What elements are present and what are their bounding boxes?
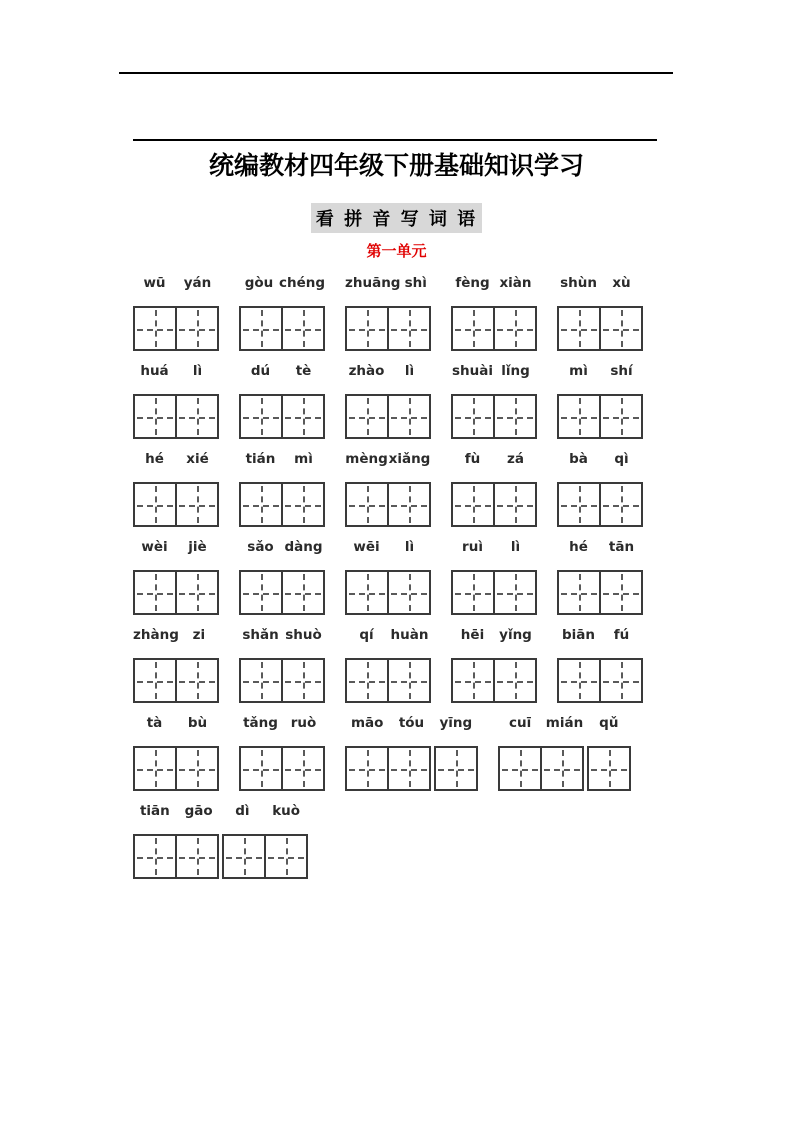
writing-cell: [239, 658, 283, 703]
writing-cell: [599, 482, 643, 527]
writing-cell: [557, 306, 601, 351]
word-group: [451, 539, 537, 615]
writing-grid: [451, 482, 537, 527]
word-group: [345, 539, 431, 615]
pinyin-syllable: tà: [146, 715, 163, 731]
writing-cell: [281, 306, 325, 351]
word-group: [345, 715, 478, 791]
pinyin-syllable: gāo: [184, 803, 213, 819]
pinyin-row: [239, 451, 325, 467]
pinyin-syllable: fù: [464, 451, 481, 467]
pinyin-syllable: qì: [614, 451, 629, 467]
writing-grid: [345, 306, 431, 351]
worksheet-row: [133, 539, 693, 615]
writing-grid: [133, 658, 219, 703]
writing-grid: [133, 570, 219, 615]
writing-cell: [587, 746, 631, 791]
pinyin-syllable: mì: [294, 451, 313, 467]
writing-cell: [599, 658, 643, 703]
pinyin-row: [345, 275, 431, 291]
word-group: [239, 715, 325, 791]
word-group: [345, 275, 431, 351]
writing-cell: [451, 306, 495, 351]
pinyin-syllable: tián: [245, 451, 276, 467]
writing-cell: [281, 394, 325, 439]
writing-cell: [239, 306, 283, 351]
pinyin-syllable: yīng: [439, 715, 473, 731]
grid-segment: [451, 394, 537, 439]
word-group: [345, 627, 431, 703]
pinyin-syllable: lì: [192, 363, 203, 379]
grid-segment: [345, 482, 431, 527]
word-group: [133, 715, 219, 791]
writing-cell: [451, 570, 495, 615]
pinyin-syllable: shì: [404, 275, 427, 291]
pinyin-syllable: tè: [295, 363, 312, 379]
writing-cell: [175, 834, 219, 879]
writing-cell: [557, 658, 601, 703]
grid-segment: [345, 570, 431, 615]
writing-grid: [451, 394, 537, 439]
grid-segment: [239, 306, 325, 351]
writing-cell: [493, 658, 537, 703]
pinyin-syllable: huàn: [390, 627, 429, 643]
pinyin-row: [239, 715, 325, 731]
pinyin-row: [133, 715, 219, 731]
writing-cell: [239, 394, 283, 439]
grid-segment: [222, 834, 308, 879]
pinyin-syllable: ruò: [290, 715, 317, 731]
pinyin-syllable: lì: [404, 539, 415, 555]
pinyin-syllable: lǐng: [501, 363, 530, 379]
pinyin-syllable: tóu: [398, 715, 425, 731]
writing-cell: [133, 394, 177, 439]
pinyin-syllable: yǐng: [499, 627, 532, 643]
writing-cell: [557, 570, 601, 615]
writing-cell: [175, 394, 219, 439]
pinyin-syllable: cuī: [509, 715, 532, 731]
page-title: 统编教材四年级下册基础知识学习: [208, 151, 584, 180]
pinyin-row: [451, 451, 537, 467]
pinyin-syllable: shùn: [560, 275, 597, 291]
pinyin-syllable: shuò: [285, 627, 322, 643]
writing-grid: [557, 482, 643, 527]
writing-grid: [498, 746, 631, 791]
pinyin-syllable: dì: [235, 803, 250, 819]
word-group: [451, 275, 537, 351]
pinyin-row: [133, 627, 219, 643]
word-group: [557, 363, 643, 439]
writing-cell: [451, 394, 495, 439]
writing-grid: [451, 570, 537, 615]
grid-segment: [451, 306, 537, 351]
pinyin-syllable: lì: [510, 539, 521, 555]
pinyin-syllable: sǎo: [247, 539, 274, 555]
pinyin-syllable: wēi: [353, 539, 380, 555]
writing-cell: [451, 658, 495, 703]
pinyin-syllable: qí: [359, 627, 374, 643]
word-group: [133, 803, 308, 879]
header-rule-top: [119, 72, 673, 74]
writing-cell: [345, 482, 389, 527]
word-group: [239, 627, 325, 703]
writing-cell: [281, 746, 325, 791]
grid-segment: [345, 746, 431, 791]
pinyin-syllable: huá: [140, 363, 169, 379]
writing-grid: [557, 394, 643, 439]
pinyin-row: [239, 539, 325, 555]
pinyin-syllable: wèi: [141, 539, 168, 555]
pinyin-syllable: ruì: [462, 539, 483, 555]
grid-segment: [557, 394, 643, 439]
writing-cell: [175, 658, 219, 703]
pinyin-syllable: wū: [143, 275, 166, 291]
grid-segment: [557, 482, 643, 527]
grid-segment: [239, 482, 325, 527]
writing-cell: [222, 834, 266, 879]
word-group: [133, 451, 219, 527]
writing-grid: [133, 306, 219, 351]
word-group: [133, 539, 219, 615]
word-group: [239, 363, 325, 439]
grid-segment: [133, 394, 219, 439]
word-group: [451, 451, 537, 527]
pinyin-syllable: shí: [610, 363, 633, 379]
writing-grid: [345, 482, 431, 527]
writing-cell: [387, 658, 431, 703]
writing-grid: [239, 658, 325, 703]
grid-segment: [498, 746, 584, 791]
word-group: [345, 451, 431, 527]
word-group: [133, 363, 219, 439]
writing-cell: [540, 746, 584, 791]
subtitle-container: [0, 203, 793, 233]
grid-segment: [451, 482, 537, 527]
writing-cell: [175, 570, 219, 615]
pinyin-syllable: shǎn: [242, 627, 279, 643]
writing-grid: [133, 394, 219, 439]
pinyin-row: [557, 275, 643, 291]
writing-grid: [345, 658, 431, 703]
word-group: [345, 363, 431, 439]
grid-segment: [133, 834, 219, 879]
pinyin-syllable: tān: [608, 539, 635, 555]
writing-grid: [239, 306, 325, 351]
pinyin-row: [498, 715, 631, 731]
pinyin-syllable: jiè: [188, 539, 207, 555]
worksheet-row: [133, 803, 693, 879]
pinyin-row: [345, 715, 478, 731]
writing-cell: [281, 482, 325, 527]
pinyin-syllable: zhào: [348, 363, 385, 379]
pinyin-row: [345, 451, 431, 467]
writing-cell: [239, 570, 283, 615]
writing-grid: [345, 394, 431, 439]
grid-segment: [587, 746, 631, 791]
writing-cell: [239, 482, 283, 527]
writing-grid: [557, 570, 643, 615]
pinyin-row: [239, 627, 325, 643]
writing-grid: [239, 570, 325, 615]
writing-grid: [239, 394, 325, 439]
pinyin-row: [557, 451, 643, 467]
pinyin-row: [557, 627, 643, 643]
word-group: [451, 363, 537, 439]
grid-segment: [345, 394, 431, 439]
worksheet-rows: [133, 275, 693, 891]
grid-segment: [345, 658, 431, 703]
pinyin-syllable: qǔ: [599, 715, 619, 731]
writing-cell: [557, 394, 601, 439]
writing-grid: [557, 658, 643, 703]
pinyin-syllable: kuò: [272, 803, 301, 819]
pinyin-syllable: māo: [350, 715, 384, 731]
pinyin-syllable: mì: [569, 363, 588, 379]
writing-cell: [345, 570, 389, 615]
writing-cell: [175, 482, 219, 527]
writing-cell: [493, 306, 537, 351]
unit-heading: 第一单元: [366, 242, 427, 260]
grid-segment: [451, 570, 537, 615]
writing-grid: [133, 834, 308, 879]
word-group: [451, 627, 537, 703]
pinyin-row: [451, 627, 537, 643]
grid-segment: [133, 746, 219, 791]
writing-grid: [451, 306, 537, 351]
writing-cell: [345, 306, 389, 351]
word-group: [498, 715, 631, 791]
pinyin-row: [133, 803, 308, 819]
pinyin-syllable: zá: [507, 451, 524, 467]
pinyin-syllable: dàng: [284, 539, 323, 555]
worksheet-row: [133, 275, 693, 351]
pinyin-row: [133, 275, 219, 291]
word-group: [557, 275, 643, 351]
writing-cell: [175, 306, 219, 351]
writing-cell: [175, 746, 219, 791]
grid-segment: [239, 746, 325, 791]
word-group: [557, 451, 643, 527]
grid-segment: [133, 482, 219, 527]
grid-segment: [557, 306, 643, 351]
writing-cell: [281, 658, 325, 703]
pinyin-syllable: yán: [183, 275, 212, 291]
worksheet-row: [133, 715, 693, 791]
writing-cell: [133, 570, 177, 615]
pinyin-syllable: zi: [192, 627, 206, 643]
header-rule-bottom: [133, 139, 657, 141]
writing-cell: [434, 746, 478, 791]
grid-segment: [239, 658, 325, 703]
pinyin-syllable: dú: [250, 363, 271, 379]
writing-cell: [345, 658, 389, 703]
pinyin-syllable: lì: [404, 363, 415, 379]
pinyin-syllable: hēi: [460, 627, 485, 643]
pinyin-syllable: fú: [613, 627, 630, 643]
word-group: [133, 275, 219, 351]
pinyin-syllable: hé: [145, 451, 164, 467]
writing-cell: [239, 746, 283, 791]
writing-cell: [133, 658, 177, 703]
pinyin-row: [345, 627, 431, 643]
grid-segment: [133, 658, 219, 703]
word-group: [557, 539, 643, 615]
pinyin-syllable: biān: [561, 627, 595, 643]
worksheet-row: [133, 627, 693, 703]
writing-cell: [133, 482, 177, 527]
pinyin-syllable: mèng: [345, 451, 388, 467]
writing-cell: [387, 482, 431, 527]
grid-segment: [239, 570, 325, 615]
pinyin-syllable: chéng: [278, 275, 325, 291]
pinyin-syllable: fèng: [455, 275, 490, 291]
writing-grid: [345, 570, 431, 615]
grid-segment: [133, 570, 219, 615]
writing-cell: [133, 834, 177, 879]
writing-cell: [133, 746, 177, 791]
grid-segment: [557, 658, 643, 703]
writing-cell: [493, 570, 537, 615]
writing-cell: [387, 306, 431, 351]
worksheet-row: [133, 451, 693, 527]
pinyin-row: [239, 275, 325, 291]
pinyin-syllable: tǎng: [243, 715, 278, 731]
pinyin-syllable: bà: [569, 451, 588, 467]
writing-grid: [557, 306, 643, 351]
writing-cell: [387, 394, 431, 439]
pinyin-row: [345, 539, 431, 555]
pinyin-syllable: tiān: [139, 803, 170, 819]
pinyin-syllable: zhàng: [133, 627, 179, 643]
pinyin-syllable: gòu: [244, 275, 274, 291]
grid-segment: [345, 306, 431, 351]
writing-cell: [345, 394, 389, 439]
pinyin-row: [557, 363, 643, 379]
pinyin-syllable: xiàn: [499, 275, 532, 291]
pinyin-syllable: xù: [612, 275, 631, 291]
writing-cell: [281, 570, 325, 615]
writing-grid: [239, 746, 325, 791]
writing-cell: [599, 570, 643, 615]
writing-grid: [133, 482, 219, 527]
writing-cell: [599, 394, 643, 439]
pinyin-row: [239, 363, 325, 379]
pinyin-row: [451, 275, 537, 291]
pinyin-syllable: bù: [187, 715, 208, 731]
pinyin-row: [133, 363, 219, 379]
word-group: [239, 539, 325, 615]
writing-cell: [264, 834, 308, 879]
pinyin-row: [451, 539, 537, 555]
subtitle-highlight: 看 拼 音 写 词 语: [311, 203, 482, 233]
pinyin-syllable: zhuāng: [345, 275, 401, 291]
writing-cell: [451, 482, 495, 527]
writing-grid: [133, 746, 219, 791]
grid-segment: [434, 746, 478, 791]
writing-grid: [451, 658, 537, 703]
grid-segment: [451, 658, 537, 703]
writing-cell: [557, 482, 601, 527]
pinyin-row: [451, 363, 537, 379]
word-group: [239, 451, 325, 527]
writing-cell: [387, 570, 431, 615]
writing-cell: [133, 306, 177, 351]
word-group: [557, 627, 643, 703]
writing-cell: [493, 482, 537, 527]
pinyin-syllable: xiǎng: [388, 451, 431, 467]
grid-segment: [133, 306, 219, 351]
writing-cell: [498, 746, 542, 791]
writing-cell: [387, 746, 431, 791]
worksheet-row: [133, 363, 693, 439]
pinyin-row: [133, 451, 219, 467]
grid-segment: [239, 394, 325, 439]
writing-grid: [239, 482, 325, 527]
writing-cell: [493, 394, 537, 439]
writing-cell: [345, 746, 389, 791]
grid-segment: [557, 570, 643, 615]
pinyin-syllable: shuài: [452, 363, 493, 379]
writing-grid: [345, 746, 478, 791]
pinyin-syllable: xié: [186, 451, 209, 467]
pinyin-syllable: hé: [569, 539, 588, 555]
word-group: [133, 627, 219, 703]
pinyin-row: [557, 539, 643, 555]
word-group: [239, 275, 325, 351]
pinyin-row: [345, 363, 431, 379]
pinyin-row: [133, 539, 219, 555]
pinyin-syllable: mián: [545, 715, 584, 731]
writing-cell: [599, 306, 643, 351]
